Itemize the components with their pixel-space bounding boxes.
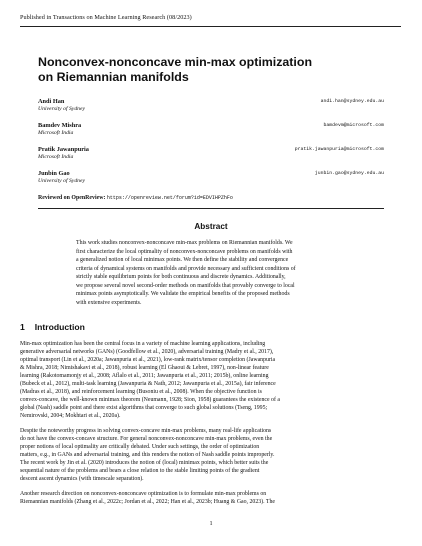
- section-title: Introduction: [34, 322, 85, 332]
- review-label: Reviewed on OpenReview:: [38, 195, 106, 201]
- body-line: (Madras et al., 2018), and reinforcement learning (Busoniu et al., 2008). When the objective function is: [20, 389, 262, 395]
- section-number: 1: [20, 322, 25, 332]
- body-line: global (Nash) saddle point and there exist algorithms that converge to such global solutions (Tseng, 1995;: [20, 405, 268, 411]
- abstract-line: we propose several novel second-order methods on manifolds that provably converge to local: [76, 282, 295, 289]
- page-number: 1: [209, 520, 213, 527]
- author-affiliation: Microsoft India: [38, 130, 74, 136]
- title-line: Nonconvex-nonconcave min-max optimization: [38, 55, 313, 69]
- abstract-line: This work studies nonconvex-nonconcave min-max problems on Riemannian manifolds. We: [76, 240, 293, 246]
- author-email[interactable]: andi.han@sydney.edu.au: [320, 99, 384, 104]
- abstract-line: criteria of dynamical systems on manifolds and provide necessary and sufficient conditions of: [76, 265, 296, 272]
- body-line: matters, e.g., in GANs and adversarial training, and this renders the notion of Nash saddle points improperly.: [20, 452, 275, 458]
- author-affiliation: Microsoft India: [38, 154, 74, 160]
- body-line: optimal transport (Lin et al., 2020a; Jawanpuria et al., 2021), low-rank matrix/tensor completion (Jawanpuria: [20, 357, 276, 363]
- author-email[interactable]: junbin.gao@sydney.edu.au: [314, 171, 384, 176]
- body-line: & Mishra, 2018; Nimishakavi et al., 2018), robust learning (El Ghaoui & Lebret, 1997), non-linear feature: [20, 365, 269, 371]
- author-name: Pratik Jawanpuria: [38, 146, 89, 153]
- body-line: proper notions of local optimality are critically debated. Under such settings, the order of optimization: [20, 444, 260, 450]
- abstract-line: minimax points asymptotically. We validate the empirical benefits of the proposed methods: [76, 291, 290, 297]
- review-info: [38, 195, 233, 201]
- section-heading: [20, 322, 85, 332]
- paper-title: [38, 55, 398, 85]
- abstract-line: strictly stable equilibrium points for both continuous and discrete dynamics. Additionally,: [76, 274, 286, 280]
- body-line: Nemirovski, 2004; Mokhtari et al., 2020a).: [20, 413, 121, 419]
- body-line: sequential nature of the problems and bears a close relation to the stable limiting points of the gradient: [20, 468, 260, 474]
- body-line: generative adversarial networks (GANs) (Goodfellow et al., 2020), adversarial training (Madry et al., 2017),: [20, 349, 274, 355]
- abstract-line: first characterize the local optimality of nonconvex-nonconcave problems on manifolds with: [76, 248, 293, 255]
- body-line: The recent work by Jin et al. (2020) introduces the notion of (local) minimax points, which better suits the: [20, 460, 269, 466]
- journal-header: Published in Transactions on Machine Learning Research (08/2023): [20, 14, 192, 21]
- abstract-line: with extensive experiments.: [76, 299, 142, 306]
- author-name: Junbin Gao: [38, 170, 70, 177]
- author-name: Bamdev Mishra: [38, 122, 82, 129]
- body-line: Despite the noteworthy progress in solving convex-concave min-max problems, many real-life applications: [20, 428, 272, 434]
- body-line: Riemannian manifolds (Zhang et al., 2022c; Jordan et al., 2022; Han et al., 2023b; Huang & Gao, 2023). The: [20, 499, 276, 505]
- header-rule: [20, 26, 401, 27]
- title-line: on Riemannian manifolds: [38, 70, 189, 84]
- body-line: descent ascent dynamics (with timescale separation).: [20, 476, 144, 482]
- divider: [38, 208, 384, 209]
- body-line: Min-max optimization has been the central focus in a variety of machine learning applications, including: [20, 341, 266, 347]
- body-line: learning (Rakotomamonjy et al., 2008; Aflalo et al., 2011; Jawanpuria et al., 2011; 2015b), online learning: [20, 373, 269, 379]
- author-affiliation: University of Sydney: [38, 178, 86, 184]
- body-line: (Bubeck et al., 2012), multi-task learning (Jawanpuria & Nath, 2012; Jawanpuria et al., 2015a), fair inference: [20, 381, 276, 387]
- body-line: do not have the convex-concave structure. For general nonconvex-nonconcave min-max problems, even the: [20, 436, 273, 442]
- author-name: Andi Han: [38, 98, 65, 105]
- body-line: convex-concave, the well-known minimax theorem (Neumann, 1928; Sion, 1958) guarantees the existence of a: [20, 397, 280, 403]
- body-line: Another research direction on nonconvex-nonconcave optimization is to formulate min-max problems on: [20, 491, 267, 497]
- author-affiliation: University of Sydney: [38, 106, 86, 112]
- author-email[interactable]: pratik.jawanpuria@microsoft.com: [294, 147, 384, 152]
- review-url[interactable]: https://openreview.net/forum?id=EDVIHPZhFo: [106, 195, 233, 201]
- author-email[interactable]: bamdevm@microsoft.com: [323, 123, 384, 128]
- abstract-line: a generalized notion of local minimax points. We then define the stability and convergence: [76, 257, 289, 263]
- abstract-heading: Abstract: [194, 222, 228, 231]
